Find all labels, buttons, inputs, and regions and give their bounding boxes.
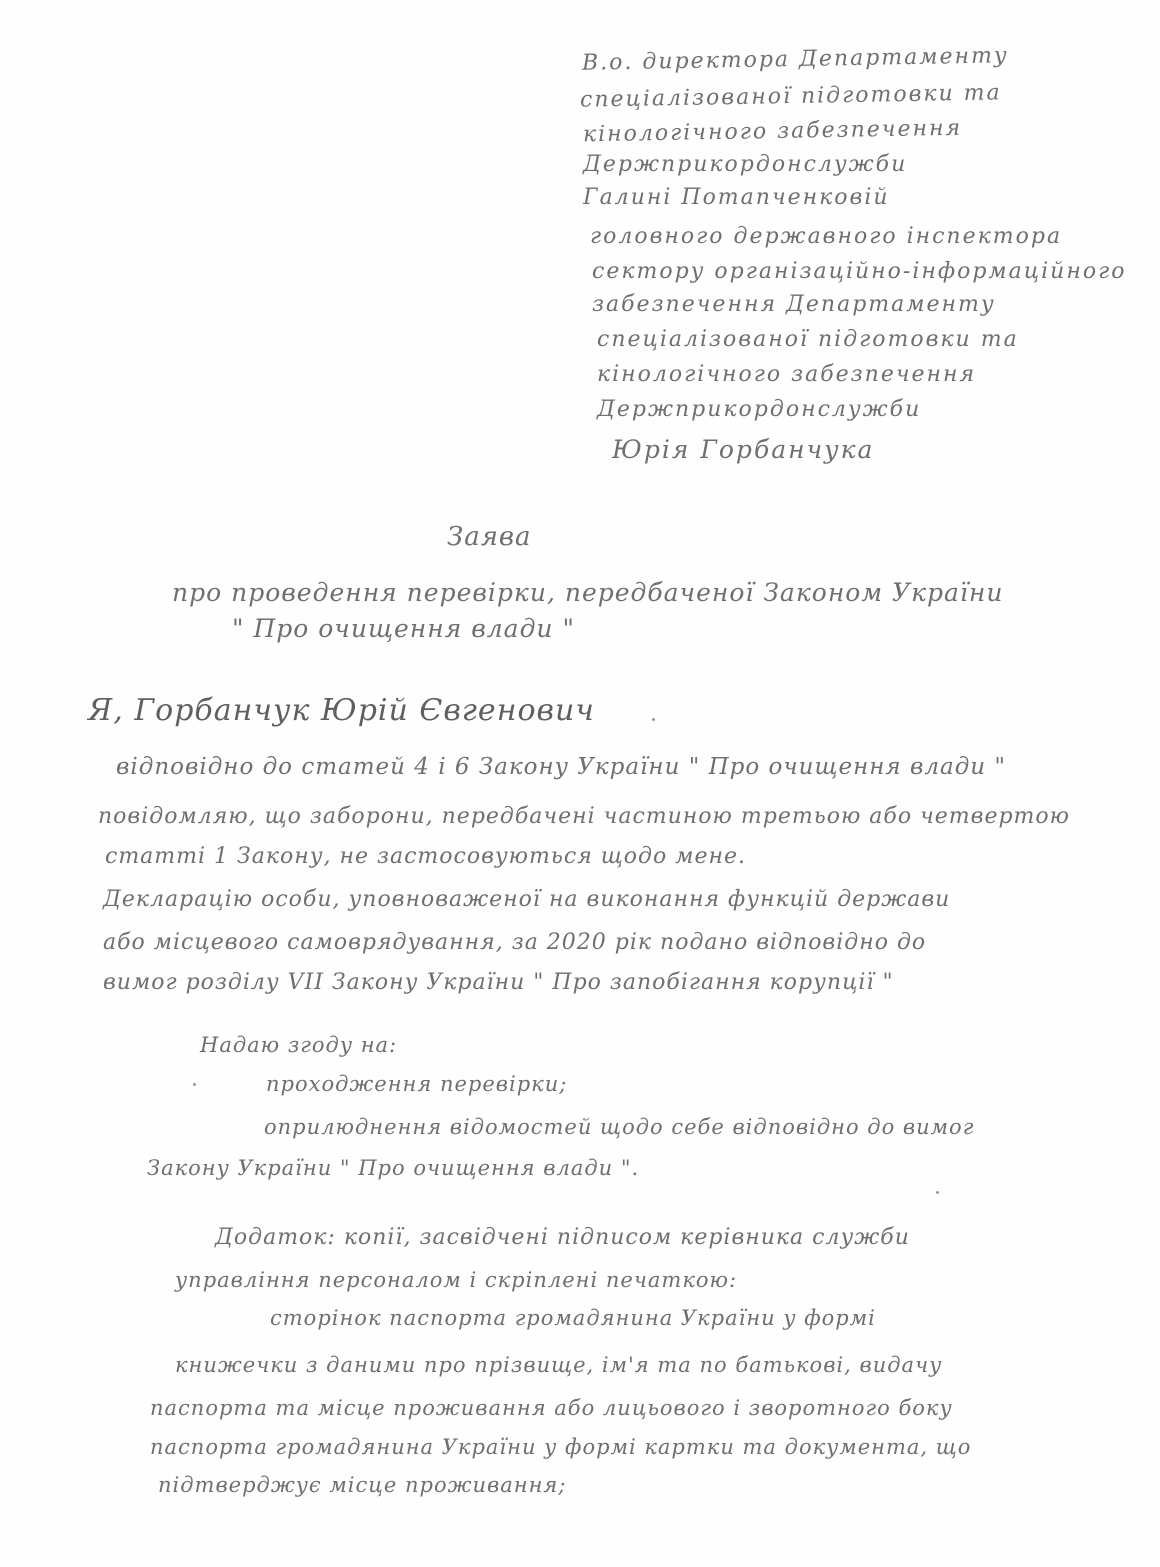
addressee-line: спеціалізованої підготовки та [597,327,1019,352]
addressee-line: забезпечення Департаменту [592,292,996,317]
addressee-line: кінологічного забезпечення [597,362,977,387]
addressee-signature-name: Юрія Горбанчука [612,435,875,464]
attachment-line: сторінок паспорта громадянина України у формі [270,1306,876,1330]
consent-item: Закону України " Про очищення влади ". [147,1156,640,1180]
document-subtitle: " Про очищення влади " [232,614,575,643]
statement-line: статті 1 Закону, не застосовуються щодо мене. [105,844,746,869]
statement-line: повідомляю, що заборони, передбачені частиною третьою або четвертою [98,804,1071,829]
attachment-line: паспорта громадянина України у формі картки та документа, що [150,1435,972,1459]
scan-speck [936,1191,939,1194]
bullet-dot [193,1083,196,1086]
addressee-line: В.о. директора Департаменту [581,43,1009,76]
statement-line: Декларацію особи, уповноваженої на виконання функцій держави [103,887,951,912]
statement-line: відповідно до статей 4 і 6 Закону України " Про очищення влади " [116,754,1006,780]
scan-speck [652,718,655,721]
attachment-line: паспорта та місце проживання або лицьового і зворотного боку [150,1396,953,1420]
attachment-line: підтверджує місце проживання; [158,1473,567,1497]
statement-line: або місцевого самоврядування, за 2020 рік подано відповідно до [103,930,927,955]
addressee-line: Держприкордонслужби [597,397,922,422]
addressee-line: спеціалізованої підготовки та [579,80,1002,113]
addressee-line: Держприкордонслужби [583,152,908,177]
attachment-line: управління персоналом і скріплені печаткою: [175,1268,738,1292]
addressee-line: головного державного інспектора [590,224,1063,249]
consent-intro: Надаю згоду на: [200,1033,398,1057]
attachment-line: книжечки з даними про прізвище, ім'я та по батькові, видачу [175,1353,943,1377]
addressee-line: сектору організаційно-інформаційного [592,259,1127,284]
addressee-line: Галині Потапченковій [583,185,890,210]
attachment-line: Додаток: копії, засвідчені підписом керівника служби [215,1225,910,1250]
addressee-line: кінологічного забезпечення [582,115,963,148]
applicant-name: Я, Горбанчук Юрій Євгенович [88,693,595,728]
document-title: Заява [447,522,532,552]
consent-item: проходження перевірки; [266,1072,568,1096]
statement-line: вимог розділу VII Закону України " Про запобігання корупції " [103,970,894,995]
document-subtitle: про проведення перевірки, передбаченої Законом України [172,578,1004,607]
consent-item: оприлюднення відомостей щодо себе відповідно до вимог [264,1115,975,1139]
